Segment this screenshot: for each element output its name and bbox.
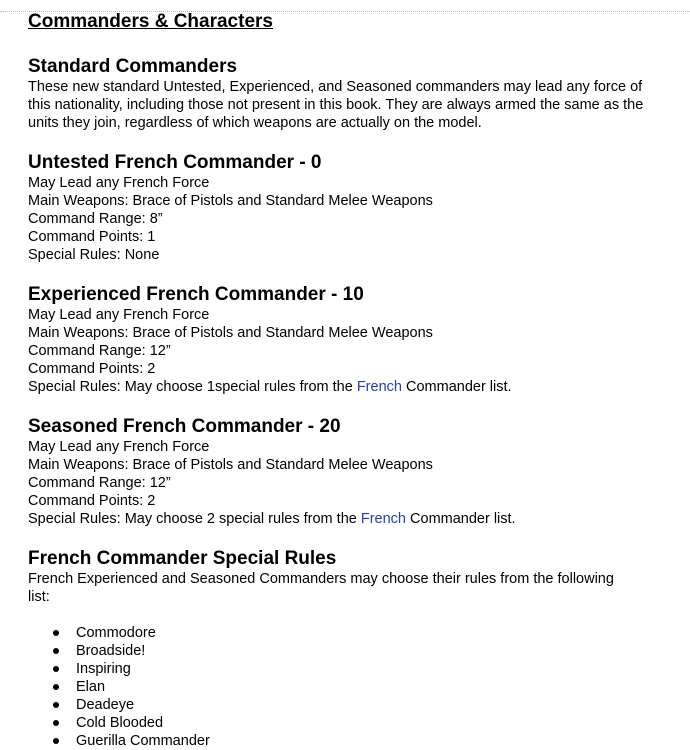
bullet-icon <box>53 630 59 636</box>
list-item <box>28 696 658 714</box>
list-item-label: Cold Blooded <box>76 715 164 731</box>
experienced-special-text: Special Rules: May choose 1special rules from the <box>28 379 357 395</box>
untested-lead: May Lead any French Force <box>28 175 210 191</box>
bullet-icon <box>53 684 59 690</box>
experienced-commander-section <box>28 284 658 396</box>
experienced-special-rules <box>28 378 658 396</box>
special-rules-section <box>28 548 658 750</box>
experienced-commander-heading: Experienced French Commander - 10 <box>28 284 364 305</box>
seasoned-special-rules <box>28 510 658 528</box>
list-item-label: Inspiring <box>76 661 131 677</box>
bullet-icon <box>53 648 59 654</box>
experienced-command-points: Command Points: 2 <box>28 361 156 377</box>
document-page <box>28 11 658 750</box>
seasoned-french-link[interactable]: French <box>360 511 406 527</box>
untested-special-rules: Special Rules: None <box>28 247 160 263</box>
list-item <box>28 732 658 750</box>
standard-commanders-heading: Standard Commanders <box>28 56 238 77</box>
untested-commander-heading: Untested French Commander - 0 <box>28 152 322 173</box>
list-item <box>28 624 658 642</box>
experienced-weapons: Main Weapons: Brace of Pistols and Standard Melee Weapons <box>28 325 433 341</box>
special-rules-intro: French Experienced and Seasoned Commanders may choose their rules from the following list: <box>28 571 614 605</box>
seasoned-special-suffix: Commander list. <box>406 511 516 527</box>
special-rules-list <box>28 624 658 750</box>
untested-command-points: Command Points: 1 <box>28 229 156 245</box>
list-item-label: Guerilla Commander <box>76 733 210 749</box>
untested-command-range: Command Range: 8” <box>28 211 163 227</box>
seasoned-command-range: Command Range: 12” <box>28 475 171 491</box>
seasoned-lead: May Lead any French Force <box>28 439 210 455</box>
untested-weapons: Main Weapons: Brace of Pistols and Standard Melee Weapons <box>28 193 433 209</box>
bullet-icon <box>53 738 59 744</box>
untested-commander-section <box>28 152 658 264</box>
bullet-icon <box>53 666 59 672</box>
list-item-label: Commodore <box>76 625 156 641</box>
list-item <box>28 660 658 678</box>
seasoned-commander-section <box>28 416 658 528</box>
list-item-label: Deadeye <box>76 697 135 713</box>
seasoned-weapons: Main Weapons: Brace of Pistols and Standard Melee Weapons <box>28 457 433 473</box>
experienced-command-range: Command Range: 12” <box>28 343 171 359</box>
experienced-special-suffix: Commander list. <box>401 379 512 395</box>
standard-commanders-description: These new standard Untested, Experienced, and Seasoned commanders may lead any force of this nationality, including those not present in this book. They are always armed the same as the units they join, regardless of which weapons are actually on the model. <box>28 79 644 131</box>
experienced-french-link[interactable]: French <box>356 379 402 395</box>
list-item <box>28 678 658 696</box>
page-title: Commanders & Characters <box>28 11 273 32</box>
list-item <box>28 642 658 660</box>
seasoned-commander-heading: Seasoned French Commander - 20 <box>28 416 341 437</box>
bullet-icon <box>53 720 59 726</box>
seasoned-command-points: Command Points: 2 <box>28 493 156 509</box>
special-rules-heading: French Commander Special Rules <box>28 548 337 569</box>
list-item-label: Elan <box>76 679 106 695</box>
experienced-lead: May Lead any French Force <box>28 307 210 323</box>
standard-commanders-section <box>28 56 658 132</box>
bullet-icon <box>53 702 59 708</box>
seasoned-special-text: Special Rules: May choose 2 special rules from the <box>28 511 361 527</box>
list-item-label: Broadside! <box>76 643 146 659</box>
list-item <box>28 714 658 732</box>
